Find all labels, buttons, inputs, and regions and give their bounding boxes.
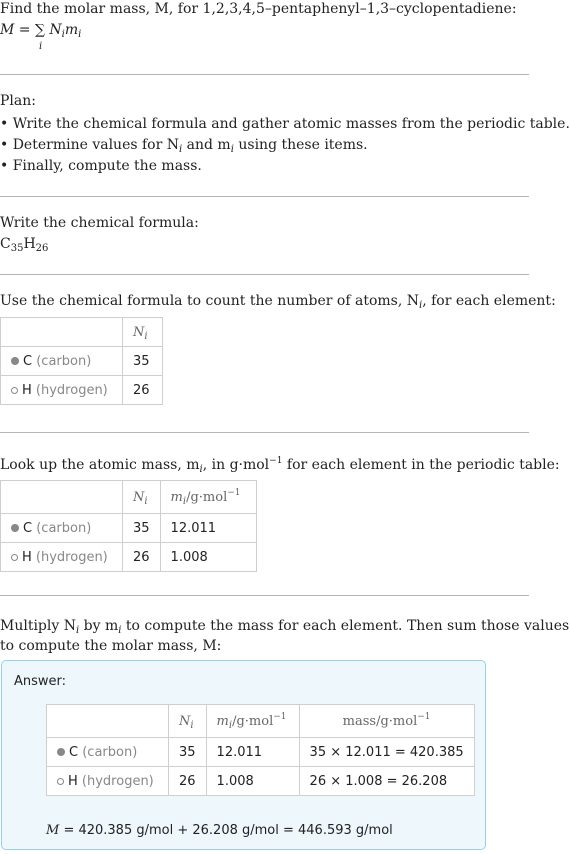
formula-rhs2-sub: i (78, 29, 82, 40)
count-text-post: , for each element: (422, 293, 556, 309)
formula-h: H (23, 236, 36, 252)
mass-header-m: $m_i/g\cdot mol^{-1}$ (160, 481, 256, 514)
plan-step-2-a: • Determine values for N (0, 137, 179, 153)
answer-header-n: $N_i$ (169, 705, 207, 738)
formula-rhs: N (49, 22, 62, 38)
table-row: H (hydrogen) 26 1.008 26 × 1.008 = 26.208 (47, 767, 475, 796)
atomic-mass-value: 1.008 (206, 767, 299, 796)
multiply-instruction-1: Multiply $N_i$ by $m_i$ to compute the mass for each element. Then sum those values (0, 618, 570, 636)
multiply-instruction-2: to compute the molar mass, M: (0, 638, 222, 654)
filled-circle-icon (11, 357, 19, 365)
formula-rhs2: m (64, 22, 79, 38)
plan-step-2: • Determine values for $N_i$ and $m_i$ using these items. (0, 137, 368, 155)
sum-index: i (39, 41, 43, 52)
divider (0, 274, 529, 275)
count-value: 35 (123, 514, 161, 543)
table-row: C (carbon) 35 12.011 (1, 514, 257, 543)
count-header-n: $N_i$ (123, 318, 163, 347)
atomic-mass-value: 12.011 (206, 738, 299, 767)
open-circle-icon (11, 554, 18, 561)
table-row: H (hydrogen) 26 (1, 376, 163, 405)
filled-circle-icon (57, 748, 65, 756)
mass-value: 26 × 1.008 = 26.208 (299, 767, 474, 796)
open-circle-icon (57, 778, 64, 785)
answer-result: M = 420.385 g/mol + 26.208 g/mol = 446.593 g/mol (46, 823, 393, 838)
atomic-mass-value: 1.008 (160, 543, 256, 572)
table-row: H (hydrogen) 26 1.008 (1, 543, 257, 572)
mass-text-pre: Look up the atomic mass, m (0, 457, 200, 473)
formula-lhs: M = ∑ (0, 22, 45, 38)
count-value: 26 (169, 767, 207, 796)
count-table (0, 317, 163, 405)
multiply-text-b: by m (79, 618, 119, 634)
plan-step-2-b: and m (182, 137, 231, 153)
mass-table (0, 480, 257, 572)
mass-header-n: $N_i$ (123, 481, 161, 514)
multiply-text-c: to compute the mass for each element. Then sum those values (121, 618, 570, 634)
count-value: 35 (169, 738, 207, 767)
formula-c-count: 35 (10, 243, 24, 254)
table-row: C (carbon) 35 12.011 35 × 12.011 = 420.385 (47, 738, 475, 767)
filled-circle-icon (11, 524, 19, 532)
atomic-mass-value: 12.011 (160, 514, 256, 543)
mass-text-post: for each element in the periodic table: (282, 457, 560, 473)
count-value: 26 (123, 376, 163, 405)
plan-step-1: • Write the chemical formula and gather atomic masses from the periodic table. (0, 116, 570, 132)
plan-step-3: • Finally, compute the mass. (0, 158, 202, 174)
mass-text-mid: , in g·mol (202, 457, 270, 473)
answer-box (1, 660, 486, 850)
count-value: 26 (123, 543, 161, 572)
mass-instruction: Look up the atomic mass, $m_i$, in g·mol$^{-1}$ for each element in the periodic table: (0, 456, 560, 475)
problem-statement: Find the molar mass, M, for 1,2,3,4,5–pentaphenyl–1,3–cyclopentadiene: (0, 1, 517, 17)
answer-table (46, 704, 475, 796)
divider (0, 595, 529, 596)
mass-value: 35 × 12.011 = 420.385 (299, 738, 474, 767)
divider (0, 74, 529, 75)
multiply-text-a: Multiply N (0, 618, 76, 634)
answer-label: Answer: (14, 674, 67, 689)
chemical-formula (0, 235, 48, 255)
divider (0, 196, 529, 197)
count-text-pre: Use the chemical formula to count the number of atoms, N (0, 293, 420, 309)
formula-c: C (0, 236, 11, 252)
answer-header-mass: mass/g·mol$^{-1}$ (299, 705, 474, 738)
open-circle-icon (11, 387, 18, 394)
answer-header-m: $m_i/g\cdot mol^{-1}$ (206, 705, 299, 738)
count-instruction: Use the chemical formula to count the number of atoms, $N_i$, for each element: (0, 293, 556, 311)
formula-title: Write the chemical formula: (0, 215, 199, 231)
divider (0, 432, 529, 433)
mass-text-exp: −1 (269, 456, 283, 466)
plan-title: Plan: (0, 93, 36, 109)
formula-h-count: 26 (35, 243, 49, 254)
count-value: 35 (123, 347, 163, 376)
plan-step-2-c: using these items. (233, 137, 368, 153)
formula-rhs-sub: i (61, 29, 65, 40)
table-row: C (carbon) 35 (1, 347, 163, 376)
